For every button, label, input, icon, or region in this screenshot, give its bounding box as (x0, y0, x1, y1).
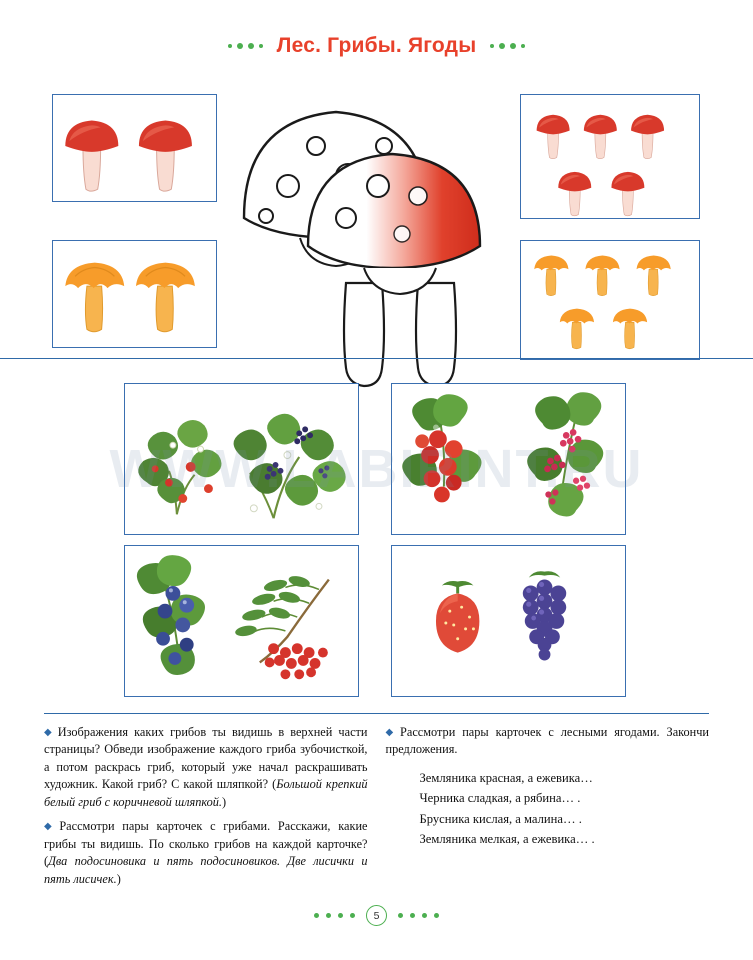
sentence-item: Земляника мелкая, а ежевика… . (419, 832, 595, 847)
page-footer (0, 905, 753, 926)
footer-dot (410, 913, 415, 918)
footer-dot (338, 913, 343, 918)
card-two-red-mushrooms (52, 94, 217, 202)
two-chanterelles-illustration (53, 241, 216, 347)
bullet-icon: ◆ (44, 727, 55, 738)
page-number: 5 (366, 905, 387, 926)
card-five-red-mushrooms (520, 94, 700, 219)
blueberry-rowan-illustration (125, 546, 358, 696)
task-paragraph-2: ◆ Рассмотри пары карточек с грибами. Расскажи, какие грибы ты видишь. По сколько грибов на каждой карточке? (Два подосиновика и пять подосиновиков. Две лисички и пять лисичек.) (44, 819, 368, 886)
title-dots-left (228, 43, 263, 49)
two-red-mushrooms-illustration (53, 95, 216, 201)
card-five-chanterelles (520, 240, 700, 360)
card-single-strawberry-and-blackberry (391, 545, 626, 697)
page-title: Лес. Грибы. Ягоды (276, 34, 477, 57)
task-column-right (386, 724, 710, 895)
title-dots-right (490, 43, 525, 49)
section-divider-top (0, 358, 753, 359)
sentence-item: Земляника красная, а ежевика… (419, 770, 593, 785)
bullet-icon: ◆ (44, 821, 57, 833)
strawberry-blackberry-plants-illustration (125, 384, 358, 534)
section-divider-bottom (44, 713, 709, 714)
footer-dot (434, 913, 439, 918)
mushroom-section (0, 72, 753, 372)
bullet-icon: ◆ (385, 727, 398, 738)
sentence-item: Брусника кислая, а малина… . (419, 811, 582, 826)
card-blueberry-and-rowan (124, 545, 359, 697)
task-paragraph-3: ◆ Рассмотри пары карточек с лесными ягодами. Закончи предложения. (385, 725, 709, 757)
task-text-columns (44, 724, 709, 895)
five-red-mushrooms-illustration (521, 95, 699, 218)
task-paragraph-1: ◆ Изображения каких грибов ты видишь в верхней части страницы? Обведи изображение каждого гриба зубочисткой, а потом раскрась гриб, который уже начал раскрашивать художник. Какой гриб? С какой шляпкой? (Большой крепкий белый гриб с коричневой шляпкой.) (44, 725, 368, 809)
card-strawberry-and-blackberry-plants (124, 383, 359, 535)
card-two-chanterelles (52, 240, 217, 348)
sentence-list (420, 768, 710, 850)
lingonberry-raspberry-illustration (392, 384, 625, 534)
footer-dot (398, 913, 403, 918)
card-lingonberry-and-raspberry (391, 383, 626, 535)
footer-dot (422, 913, 427, 918)
footer-dot (326, 913, 331, 918)
berry-card-grid (124, 383, 626, 697)
watermark: WWW.LABIRINT.RU (109, 439, 644, 499)
single-strawberry-blackberry-illustration (392, 546, 625, 696)
task-column-left (44, 724, 368, 895)
fly-agaric-outline-partially-colored (196, 68, 526, 398)
footer-dot (314, 913, 319, 918)
page-title-row (0, 34, 753, 58)
five-chanterelles-illustration (521, 241, 699, 359)
footer-dot (350, 913, 355, 918)
sentence-item: Черника сладкая, а рябина… . (419, 791, 581, 806)
